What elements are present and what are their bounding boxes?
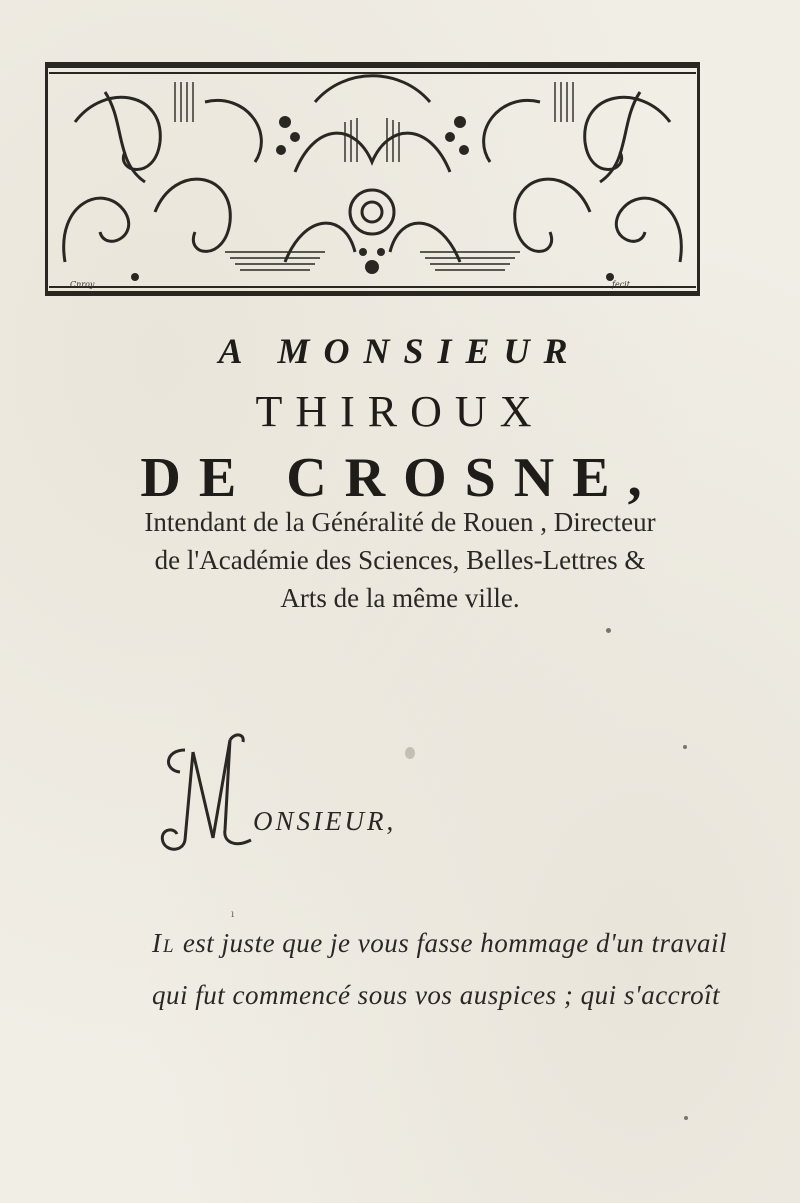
- paper-speck: [683, 745, 687, 749]
- body-line-1-rest: est juste que je vous fasse hommage d'un travail: [182, 928, 728, 958]
- title-line-1: Intendant de la Généralité de Rouen , Directeur: [144, 507, 656, 537]
- ornamental-headpiece: [45, 62, 700, 298]
- dedicatee-name: THIROUX: [255, 387, 545, 436]
- signature-mark: ı: [231, 909, 235, 920]
- body-line-1: [152, 928, 727, 959]
- body-line-2: qui fut commencé sous vos auspices ; qui s'accroît: [152, 980, 721, 1010]
- title-line-2: de l'Académie des Sciences, Belles-Lettres &: [154, 545, 646, 575]
- salutation-rest: ONSIEUR,: [253, 806, 397, 836]
- salutation: [155, 730, 555, 860]
- paper-speck: [684, 1116, 688, 1120]
- dedicatee-surname: DE CROSNE,: [140, 447, 660, 509]
- title-line-3: Arts de la même ville.: [280, 583, 520, 613]
- engraver-fecit: fecit: [612, 280, 630, 289]
- paper-speck: [606, 628, 611, 633]
- body-line-1-lead: Il: [152, 928, 176, 958]
- decorated-initial-m: [155, 730, 265, 860]
- dedicatee-title: [40, 503, 760, 617]
- engraver-signature: Cnroy: [70, 280, 95, 289]
- paper-stain: [405, 747, 415, 759]
- headpiece-engraving: [45, 62, 700, 298]
- dedication-heading: A MONSIEUR: [218, 331, 582, 371]
